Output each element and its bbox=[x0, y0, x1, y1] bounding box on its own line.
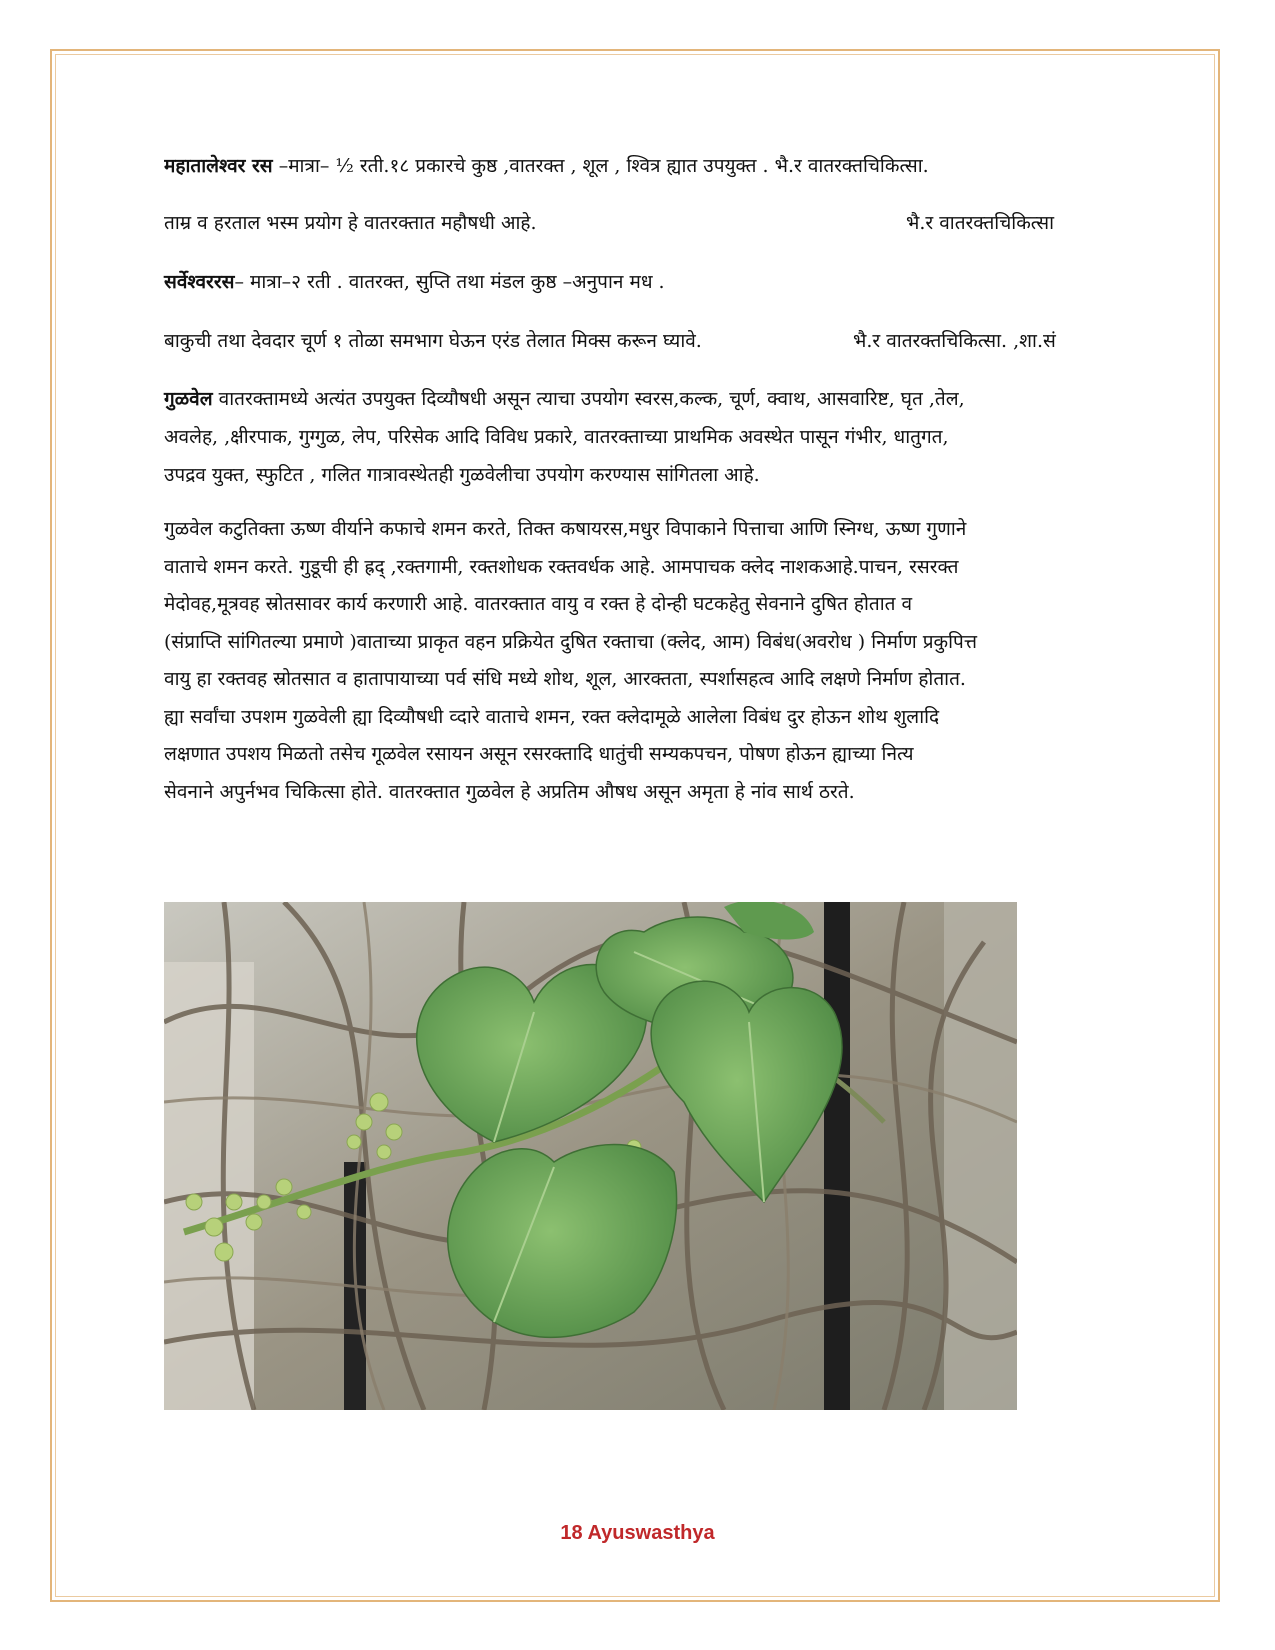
line-4-reference: भै.र वातरक्तचिकित्सा. ,शा.सं bbox=[853, 330, 1056, 352]
footer-label: 18 Ayuswasthya bbox=[560, 1522, 715, 1544]
line-2-reference: भै.र वातरक्तचिकित्सा bbox=[906, 212, 1055, 234]
line-1 bbox=[164, 150, 1126, 183]
paragraph-1-row: उपद्रव युक्त, स्फुटित , गलित गात्रावस्थेतही गुळवेलीचा उपयोग करण्यास सांगितला आहे. bbox=[164, 464, 760, 486]
paragraph-gulvel-intro bbox=[164, 380, 1126, 494]
line-3-text: – मात्रा–२ रती . वातरक्त, सुप्ति तथा मंडल कुष्ठ –अनुपान मध . bbox=[234, 271, 665, 293]
paragraph-2-row: (संप्राप्ति सांगितल्या प्रमाणे )वाताच्या प्राकृत वहन प्रक्रियेत दुषित रक्ताचा (क्लेद, आम) विबंध(अवरोध ) निर्माण प्रकुपित्त bbox=[164, 630, 977, 653]
line-3 bbox=[164, 266, 1126, 299]
paragraph-2-row: वायु हा रक्तवह स्रोतसात व हातापायाच्या पर्व संधि मध्ये शोथ, शूल, आरक्तता, स्पर्शासहत्व आदि लक्षणे निर्माण होतात. bbox=[164, 668, 966, 690]
paragraph-2-row: वाताचे शमन करते. गुडूची ही ह्रद् ,रक्तगामी, रक्तशोधक रक्तवर्धक आहे. आमपाचक क्लेद नाशकआहे.पाचन, रसरक्त bbox=[164, 555, 959, 578]
paragraph-2-row: सेवनाने अपुर्नभव चिकित्सा होते. वातरक्तात गुळवेल हे अप्रतिम औषध असून अमृता हे नांव सार्थ ठरते. bbox=[164, 780, 855, 803]
paragraph-1-heading: गुळवेल bbox=[164, 388, 213, 410]
paragraph-2-row: मेदोवह,मूत्रवह स्रोतसावर कार्य करणारी आहे. वातरक्तात वायु व रक्त हे दोन्ही घटकहेतु सेवनाने दुषित होतात व bbox=[164, 593, 913, 615]
page-footer bbox=[0, 1522, 1275, 1545]
line-3-heading: सर्वेश्वररस bbox=[164, 271, 235, 293]
paragraph-2-row: ह्या सर्वांचा उपशम गुळवेली ह्या दिव्यौषधी व्दारे वाताचे शमन, रक्त क्लेदामूळे आलेला विबंध दुर होऊन शोथ शुलादि bbox=[164, 705, 940, 728]
line-1-heading: महातालेश्वर रस bbox=[164, 155, 273, 177]
paragraph-2-row: गुळवेल कटुतिक्ता ऊष्ण वीर्याने कफाचे शमन करते, तिक्त कषायरस,मधुर विपाकाने पित्ताचा आणि स्निग्ध, ऊष्ण गुणाने bbox=[164, 518, 967, 540]
line-2-text: ताम्र व हरताल भस्म प्रयोग हे वातरक्तात महौषधी आहे. bbox=[164, 212, 537, 234]
paragraph-1-row: वातरक्तामध्ये अत्यंत उपयुक्त दिव्यौषधी असून त्याचा उपयोग स्वरस,कल्क, चूर्ण, क्वाथ, आसवारिष्ट, घृत ,तेल, bbox=[212, 388, 965, 410]
plant-illustration bbox=[164, 902, 1017, 1410]
paragraph-gulvel-properties bbox=[164, 511, 1126, 811]
line-1-text: –मात्रा– ½ रती.१८ प्रकारचे कुष्ठ ,वातरक्त , शूल , श्वित्र ह्यात उपयुक्त . भै.र वातरक्तचिकित्सा. bbox=[272, 155, 929, 177]
paragraph-1-row: अवलेह, ,क्षीरपाक, गुग्गुळ, लेप, परिसेक आदि विविध प्रकारे, वातरक्ताच्या प्राथमिक अवस्थेत पासून गंभीर, धातुगत, bbox=[164, 426, 949, 448]
gulvel-plant-photo bbox=[164, 902, 1017, 1410]
line-4-text: बाकुची तथा देवदार चूर्ण १ तोळा समभाग घेऊन एरंड तेलात मिक्स करून घ्यावे. bbox=[164, 330, 702, 352]
paragraph-2-row: लक्षणात उपशय मिळतो तसेच गूळवेल रसायन असून रसरक्तादि धातुंची सम्यकपचन, पोषण होऊन ह्याच्या नित्य bbox=[164, 743, 914, 765]
